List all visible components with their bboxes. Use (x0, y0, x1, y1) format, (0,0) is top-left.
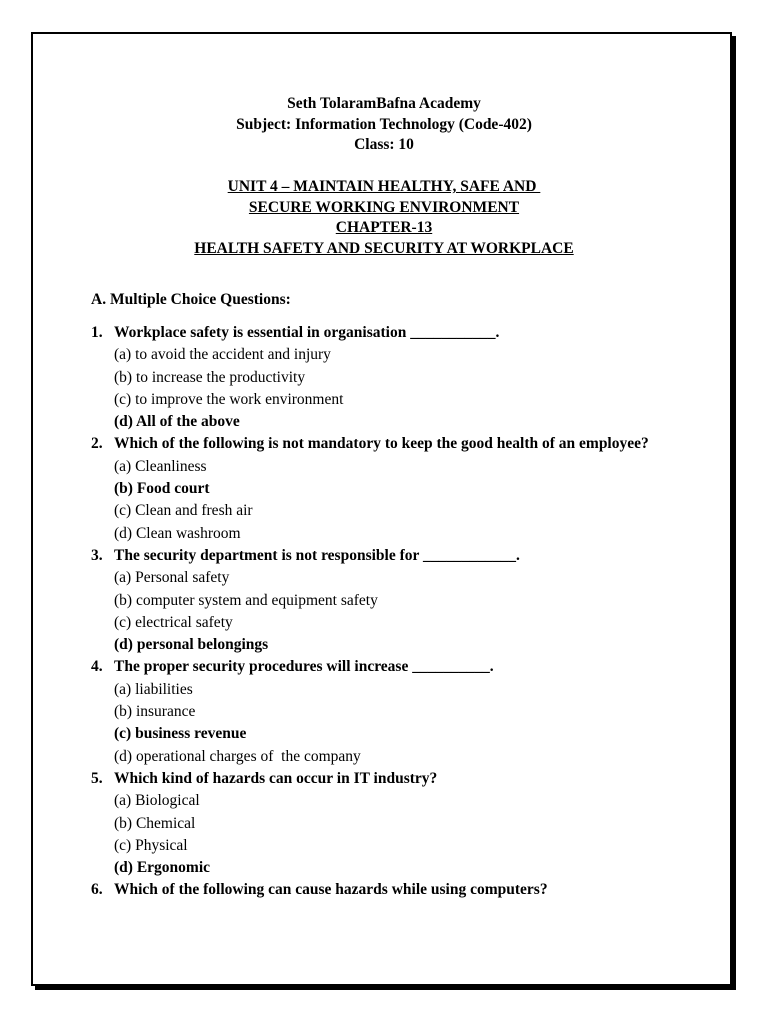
option-c: (c) Clean and fresh air (114, 502, 253, 520)
option-a: (a) to avoid the accident and injury (114, 346, 331, 364)
question-3 (91, 545, 691, 656)
option-a: (a) Cleanliness (114, 457, 207, 475)
subject-line: Subject: Information Technology (Code-402) (236, 115, 532, 133)
option-c: (c) to improve the work environment (114, 390, 344, 408)
option-d: (d) Clean washroom (114, 524, 241, 542)
question-number: 4. (91, 658, 103, 676)
unit-heading (0, 177, 768, 259)
option-b: (b) to increase the productivity (114, 368, 306, 386)
unit-title-line2: SECURE WORKING ENVIRONMENT (248, 198, 520, 216)
option-b-answer: (b) Food court (114, 480, 210, 498)
option-d: (d) operational charges of the company (114, 747, 361, 765)
question-text: Which of the following can cause hazards while using computers? (114, 881, 548, 899)
option-c: (c) electrical safety (114, 613, 233, 631)
document-header (0, 94, 768, 156)
option-d-answer: (d) All of the above (114, 413, 240, 431)
question-text: The security department is not responsible for ____________. (114, 546, 520, 564)
option-d-answer: (d) Ergonomic (114, 859, 211, 877)
option-b: (b) computer system and equipment safety (114, 591, 378, 609)
question-number: 5. (91, 769, 103, 787)
option-b: (b) insurance (114, 703, 196, 721)
question-list (91, 322, 691, 902)
option-a: (a) liabilities (114, 680, 193, 698)
question-number: 1. (91, 324, 103, 341)
question-2 (91, 433, 691, 544)
question-4 (91, 656, 691, 767)
question-text: The proper security procedures will increase __________. (114, 658, 494, 676)
option-a: (a) Personal safety (114, 569, 230, 587)
question-5 (91, 768, 691, 879)
option-c: (c) Physical (114, 836, 188, 854)
question-text: Which kind of hazards can occur in IT industry? (114, 769, 438, 787)
question-number: 2. (91, 435, 103, 453)
unit-title-line1: UNIT 4 – MAINTAIN HEALTHY, SAFE AND (227, 178, 541, 195)
school-name: Seth TolaramBafna Academy (287, 95, 481, 112)
question-text: Which of the following is not mandatory to keep the good health of an employee? (114, 435, 649, 453)
question-6 (91, 879, 691, 901)
class-line: Class: 10 (354, 136, 414, 153)
chapter-title: HEALTH SAFETY AND SECURITY AT WORKPLACE (194, 239, 574, 257)
question-number: 3. (91, 546, 103, 564)
option-d-answer: (d) personal belongings (114, 636, 269, 654)
chapter-number: CHAPTER-13 (335, 219, 433, 236)
option-b: (b) Chemical (114, 814, 196, 832)
question-text: Workplace safety is essential in organisation ___________. (114, 324, 500, 341)
question-number: 6. (91, 881, 103, 899)
question-1 (91, 322, 691, 433)
option-a: (a) Biological (114, 792, 200, 810)
option-c-answer: (c) business revenue (114, 725, 247, 743)
section-title: A. Multiple Choice Questions: (91, 291, 291, 308)
